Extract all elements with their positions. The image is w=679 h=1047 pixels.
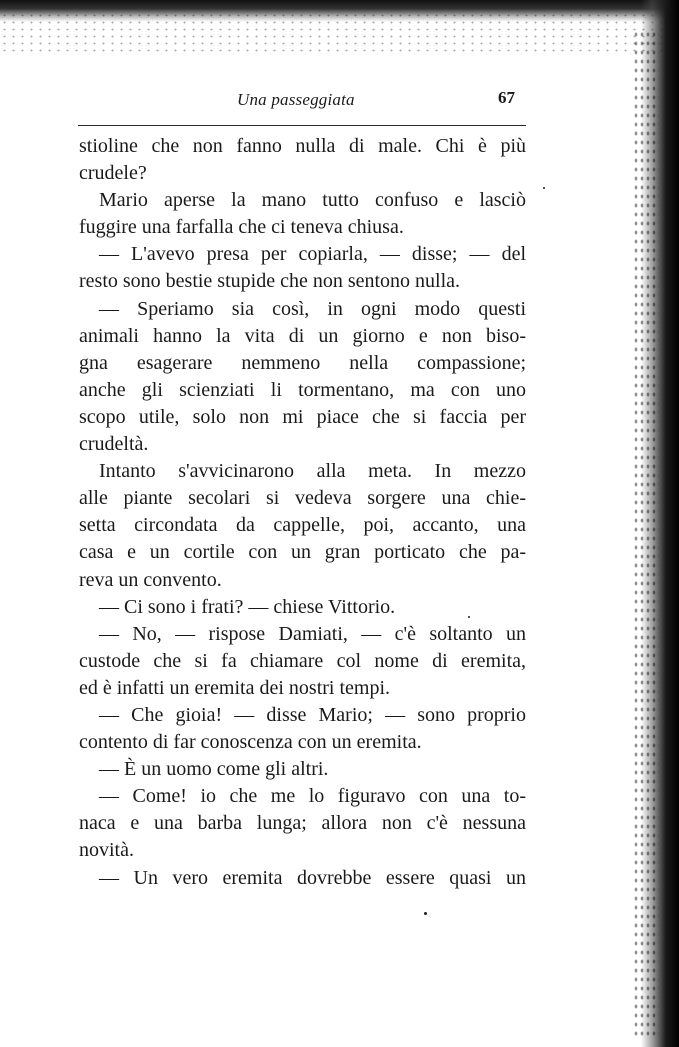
text-line: Intanto s'avvicinarono alla meta. In mezzo xyxy=(99,460,526,483)
text-line: ed è infatti un eremita dei nostri tempi. xyxy=(79,676,391,699)
text-line: — Un vero eremita dovrebbe essere quasi un xyxy=(99,866,526,889)
text-line: novità. xyxy=(79,839,134,862)
text-line: crudele? xyxy=(79,162,147,185)
text-line: stioline che non fanno nulla di male. Chi è più xyxy=(79,135,526,157)
page-number: 67 xyxy=(498,88,515,107)
text-line: — È un uomo come gli altri. xyxy=(99,758,329,781)
text-line: — L'avevo presa per copiarla, — disse; — del xyxy=(99,243,526,266)
text-line: resto sono bestie stupide che non sentono nulla. xyxy=(79,270,461,293)
ink-speck xyxy=(543,187,545,189)
text-line: fuggire una farfalla che ci teneva chiusa. xyxy=(79,216,404,239)
scan-noise-right xyxy=(633,30,659,1040)
text-line: animali hanno la vita di un giorno e non biso- xyxy=(79,324,526,347)
text-line: scopo utile, solo non mi piace che si faccia per xyxy=(79,405,526,428)
text-line: casa e un cortile con un gran porticato che pa- xyxy=(79,541,526,564)
text-line: custode che si fa chiamare col nome di eremita, xyxy=(79,649,526,672)
text-line: anche gli scienziati li tormentano, ma con uno xyxy=(79,378,526,401)
body-text xyxy=(79,133,526,892)
text-line: crudeltà. xyxy=(79,433,149,456)
text-line: — Ci sono i frati? — chiese Vittorio. xyxy=(99,595,396,618)
text-line: — Come! io che me lo figuravo con una to- xyxy=(99,785,526,808)
ink-speck xyxy=(424,912,427,915)
text-line: gna esagerare nemmeno nella compassione; xyxy=(79,351,526,374)
text-line: — No, — rispose Damiati, — c'è soltanto un xyxy=(99,622,526,645)
text-line: — Che gioia! — disse Mario; — sono proprio xyxy=(99,703,526,726)
text-line: reva un convento. xyxy=(79,568,222,591)
running-head-title: Una passeggiata xyxy=(237,90,355,109)
text-line: setta circondata da cappelle, poi, accanto, una xyxy=(79,514,526,537)
header-rule xyxy=(78,125,526,126)
ink-speck xyxy=(468,616,470,618)
text-line: alle piante secolari si vedeva sorgere una chie- xyxy=(79,487,526,510)
text-line: contento di far conoscenza con un eremita. xyxy=(79,731,422,754)
scan-noise-top xyxy=(0,12,679,52)
text-line: naca e una barba lunga; allora non c'è nessuna xyxy=(79,812,526,835)
text-line: Mario aperse la mano tutto confuso e lasciò xyxy=(99,189,526,212)
text-line: — Speriamo sia così, in ogni modo questi xyxy=(99,297,526,320)
